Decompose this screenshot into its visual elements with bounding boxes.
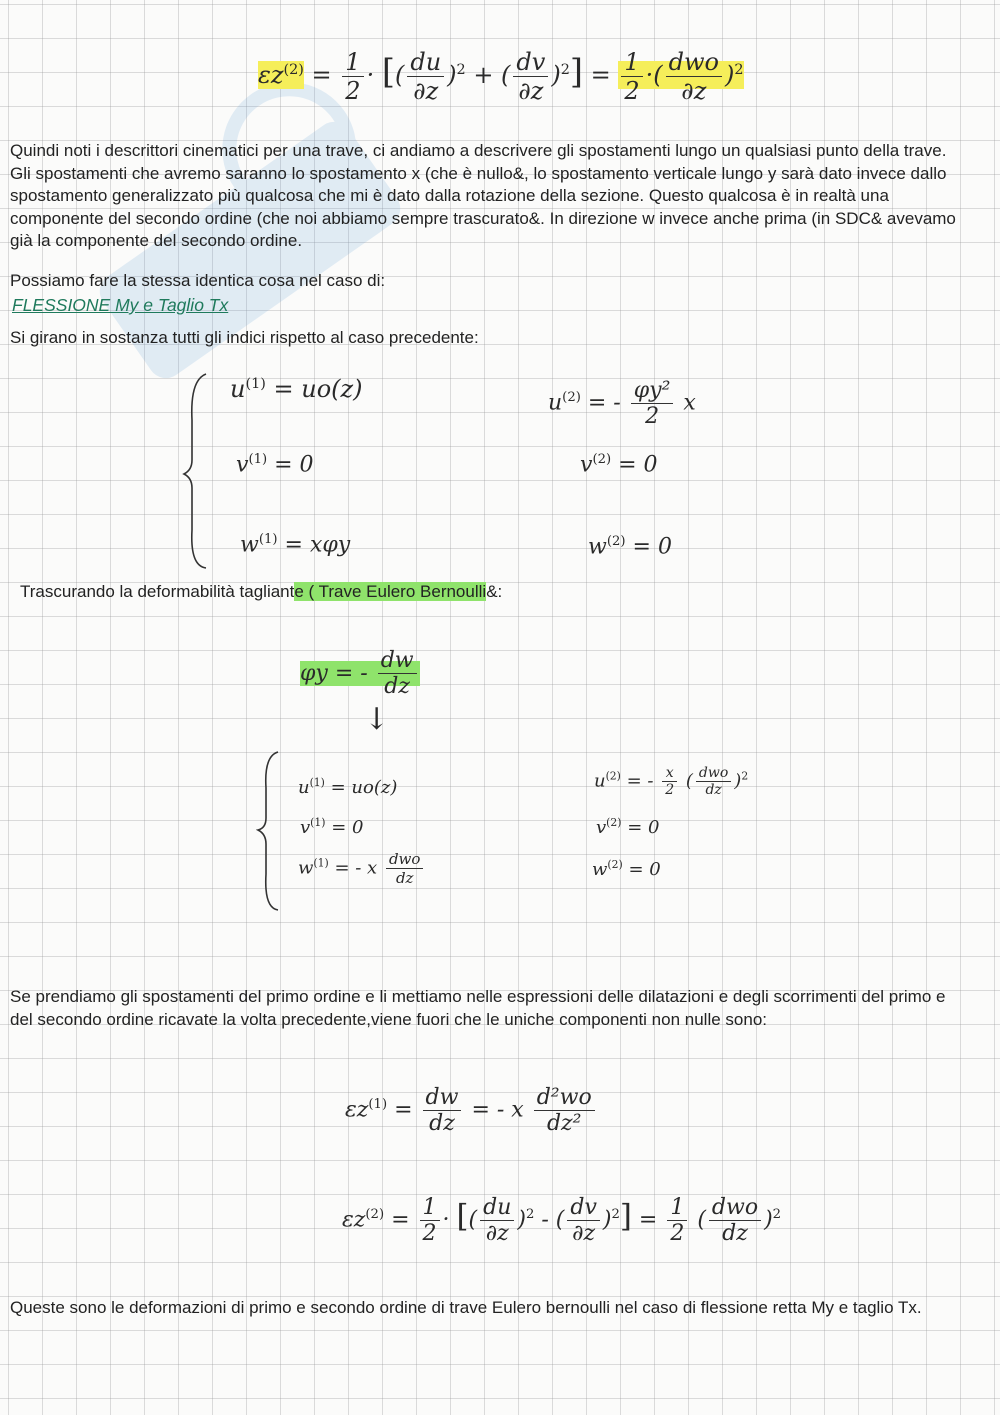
- eq-v1-second: $v^{(1)} = 0$: [300, 816, 364, 838]
- paragraph-case: Possiamo fare la stessa identica cosa nel caso di:: [10, 271, 386, 290]
- eq-w2-second: $w^{(2)} = 0$: [592, 858, 661, 880]
- paragraph-intro: Quindi noti i descrittori cinematici per una trave, ci andiamo a descrivere gli spostamenti lungo un qualsiasi punto della trave. Gli spostamenti che avremo saranno lo spostamento x (che è nullo&, lo spostamento verticale lungo y sarà dato invece dallo spostamento generalizzato più qualcosa che mi è dato dalla rotazione della sezione. Questo qualcosa è in realtà una componente del secondo ordine (che noi abbiamo sempre trascurato&. In direzione w invece anche prima (in SDC& avevamo già la componente del secondo ordine.: [10, 141, 956, 250]
- paragraph-euler-bernoulli: Trascurando la deformabilità tagliante ( Trave Eulero Bernoulli&:: [20, 582, 503, 601]
- eq-u1-first: $u^{(1)} = uo(z)$: [230, 375, 363, 403]
- eq-v1-first: $v^{(1)} = 0$: [236, 452, 314, 478]
- eq-v2-second: $v^{(2)} = 0$: [596, 816, 660, 838]
- paragraph-conclusion: Queste sono le deformazioni di primo e secondo ordine di trave Eulero bernoulli nel caso di flessione retta My e taglio Tx.: [10, 1298, 922, 1317]
- eq-w2-first: $w^{(2)} = 0$: [588, 534, 672, 560]
- arrow-down-icon: ↓: [364, 702, 390, 737]
- section-link-flessione[interactable]: FLESSIONE My e Taglio Tx: [12, 295, 229, 315]
- epsilon-z2-label: $\varepsilon z^{(2)}$: [258, 61, 304, 89]
- eq-v2-first: $v^{(2)} = 0$: [580, 452, 658, 478]
- eq-w1-first: $w^{(1)} = x\varphi y$: [240, 532, 351, 558]
- eq-w1-second: $w^{(1)}$ = - x $\frac{\text{dwo}}{dz}$: [298, 850, 426, 887]
- paragraph-first-order: Se prendiamo gli spostamenti del primo ordine e li mettiamo nelle espressioni delle dilatazioni e degli scorrimenti del primo e del secondo ordine ricavate la volta precedente,viene fuori che le uniche componenti non nulle sono:: [10, 987, 946, 1029]
- equation-top: $\varepsilon z^{(2)}$ = $\frac{1}{2}$ · [( $\frac{du}{\partial z}$ )$^2$ + ( $\frac{dv}{\partial z}$ )$^2$] = $\frac{1}{2}$ ·( $\frac{\text{dwo}}{\partial z}$ )$^2$: [258, 48, 744, 105]
- eq-epsilon-z2: $\varepsilon z^{(2)}$ = $\frac{1}{2}$ · [( $\frac{du}{\partial z}$ )$^2$ - ( $\frac{dv}{\partial z}$ )$^2$] = $\frac{1}{2}$ ( $\frac{\text{dwo}}{dz}$ )$^2$: [342, 1195, 782, 1246]
- highlight-trave-eulero: e ( Trave Eulero Bernoulli: [294, 582, 487, 601]
- paragraph-indices: Si girano in sostanza tutti gli indici rispetto al caso precedente:: [10, 328, 479, 347]
- eq-u2-second: $u^{(2)}$ = - $\frac{x}{2}$ ( $\frac{\text{dwo}}{dz}$ )$^2$: [594, 765, 749, 798]
- brace-set1: [182, 370, 212, 570]
- eq-epsilon-z1: $\varepsilon z^{(1)}$ = $\frac{dw}{dz}$ = - x $\frac{\text{d²wo}}{\text{dz²}}$: [345, 1085, 598, 1136]
- brace-set2: [256, 748, 284, 912]
- epsilon-z2-result: $\frac{1}{2}$ ·( $\frac{\text{dwo}}{\partial z}$ )$^2$: [618, 61, 743, 89]
- eq-u2-first: $u^{(2)}$ = - $\frac{\text{φy²}}{2}$ x: [548, 378, 696, 429]
- eq-u1-second: $u^{(1)} = uo(z)$: [298, 776, 398, 798]
- eq-phi: φy = - $\frac{dw}{dz}$: [300, 648, 420, 699]
